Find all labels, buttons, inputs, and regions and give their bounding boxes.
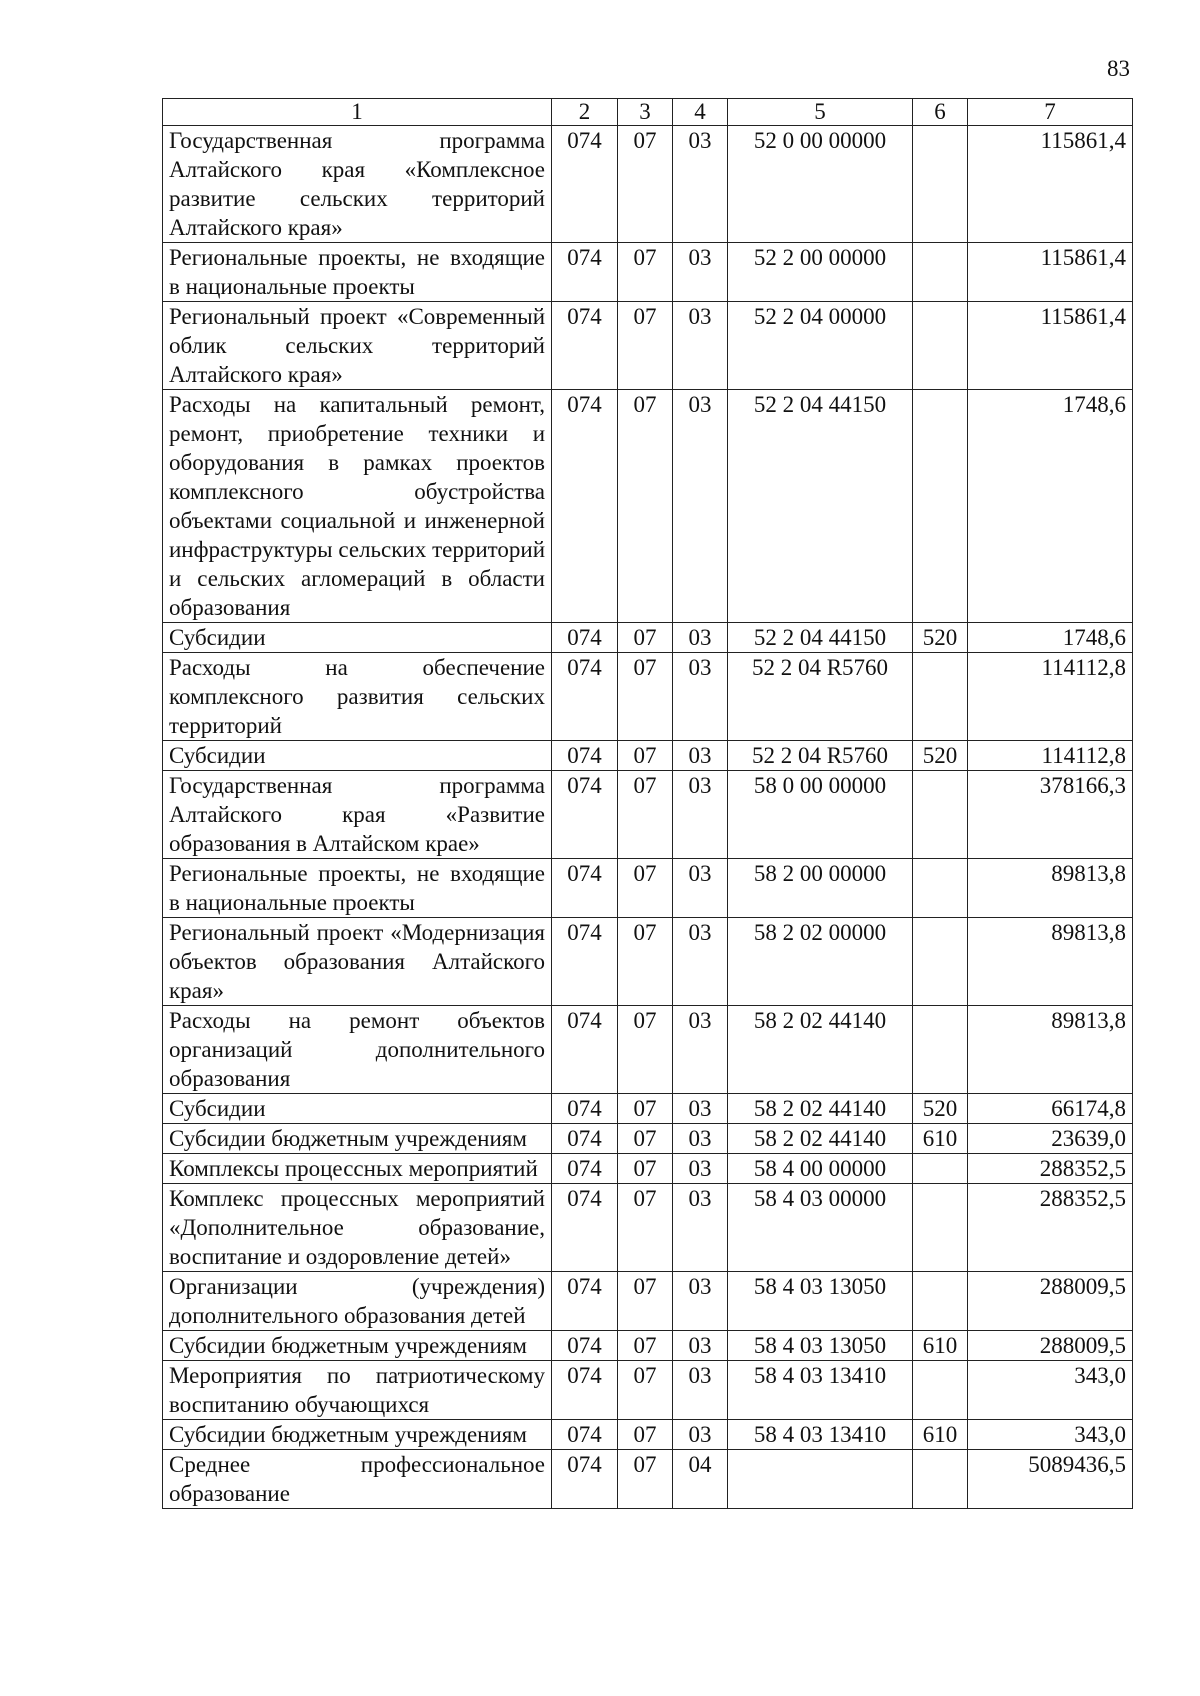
column-header: 2 xyxy=(552,99,618,126)
admin-code-cell: 074 xyxy=(552,1272,618,1331)
subsection-cell: 03 xyxy=(673,302,728,390)
admin-code-cell: 074 xyxy=(552,302,618,390)
amount-cell: 288352,5 xyxy=(968,1184,1133,1272)
table-row xyxy=(163,1420,1133,1450)
expense-type-cell xyxy=(913,302,968,390)
section-cell: 07 xyxy=(618,1184,673,1272)
target-article-cell: 58 4 03 13410 xyxy=(728,1420,913,1450)
row-name-cell: Субсидии xyxy=(163,623,552,653)
subsection-cell: 03 xyxy=(673,1154,728,1184)
target-article-cell: 58 2 02 44140 xyxy=(728,1006,913,1094)
expense-type-cell xyxy=(913,1184,968,1272)
expense-type-cell: 520 xyxy=(913,741,968,771)
row-name-cell: Субсидии xyxy=(163,1094,552,1124)
amount-cell: 1748,6 xyxy=(968,623,1133,653)
table-row xyxy=(163,623,1133,653)
admin-code-cell: 074 xyxy=(552,1094,618,1124)
table-row xyxy=(163,1184,1133,1272)
admin-code-cell: 074 xyxy=(552,1361,618,1420)
admin-code-cell: 074 xyxy=(552,623,618,653)
table-row xyxy=(163,1450,1133,1509)
expense-type-cell xyxy=(913,1006,968,1094)
section-cell: 07 xyxy=(618,1361,673,1420)
page-number: 83 xyxy=(1107,56,1130,81)
target-article-cell: 58 2 02 44140 xyxy=(728,1124,913,1154)
subsection-cell: 03 xyxy=(673,390,728,623)
amount-cell: 115861,4 xyxy=(968,126,1133,243)
admin-code-cell: 074 xyxy=(552,1006,618,1094)
target-article-cell: 52 0 00 00000 xyxy=(728,126,913,243)
amount-cell: 89813,8 xyxy=(968,918,1133,1006)
section-cell: 07 xyxy=(618,1006,673,1094)
amount-cell: 343,0 xyxy=(968,1361,1133,1420)
target-article-cell: 52 2 04 R5760 xyxy=(728,653,913,741)
subsection-cell: 03 xyxy=(673,243,728,302)
expense-type-cell xyxy=(913,653,968,741)
subsection-cell: 03 xyxy=(673,918,728,1006)
subsection-cell: 03 xyxy=(673,1331,728,1361)
expense-type-cell xyxy=(913,1450,968,1509)
column-header: 1 xyxy=(163,99,552,126)
row-name-cell: Региональные проекты, не входящие в национальные проекты xyxy=(163,859,552,918)
column-header: 4 xyxy=(673,99,728,126)
target-article-cell: 58 4 00 00000 xyxy=(728,1154,913,1184)
subsection-cell: 03 xyxy=(673,126,728,243)
table-row xyxy=(163,653,1133,741)
row-name-cell: Региональный проект «Современный облик сельских территорий Алтайского края» xyxy=(163,302,552,390)
amount-cell: 115861,4 xyxy=(968,243,1133,302)
section-cell: 07 xyxy=(618,1450,673,1509)
amount-cell: 89813,8 xyxy=(968,1006,1133,1094)
section-cell: 07 xyxy=(618,302,673,390)
section-cell: 07 xyxy=(618,243,673,302)
row-name-cell: Региональный проект «Модернизация объектов образования Алтайского края» xyxy=(163,918,552,1006)
expense-type-cell: 610 xyxy=(913,1124,968,1154)
amount-cell: 288352,5 xyxy=(968,1154,1133,1184)
amount-cell: 288009,5 xyxy=(968,1272,1133,1331)
section-cell: 07 xyxy=(618,1154,673,1184)
admin-code-cell: 074 xyxy=(552,918,618,1006)
section-cell: 07 xyxy=(618,741,673,771)
table-row xyxy=(163,1331,1133,1361)
header-row xyxy=(163,99,1133,126)
expense-type-cell: 520 xyxy=(913,1094,968,1124)
expense-type-cell xyxy=(913,243,968,302)
row-name-cell: Расходы на ремонт объектов организаций дополнительного образования xyxy=(163,1006,552,1094)
subsection-cell: 03 xyxy=(673,1184,728,1272)
admin-code-cell: 074 xyxy=(552,653,618,741)
column-header: 7 xyxy=(968,99,1133,126)
amount-cell: 5089436,5 xyxy=(968,1450,1133,1509)
expense-type-cell xyxy=(913,126,968,243)
amount-cell: 89813,8 xyxy=(968,859,1133,918)
expense-type-cell xyxy=(913,918,968,1006)
target-article-cell xyxy=(728,1450,913,1509)
budget-table xyxy=(162,98,1133,1509)
amount-cell: 23639,0 xyxy=(968,1124,1133,1154)
row-name-cell: Комплексы процессных мероприятий xyxy=(163,1154,552,1184)
subsection-cell: 03 xyxy=(673,859,728,918)
admin-code-cell: 074 xyxy=(552,1450,618,1509)
amount-cell: 343,0 xyxy=(968,1420,1133,1450)
row-name-cell: Государственная программа Алтайского края «Развитие образования в Алтайском крае» xyxy=(163,771,552,859)
target-article-cell: 52 2 04 00000 xyxy=(728,302,913,390)
target-article-cell: 58 2 02 44140 xyxy=(728,1094,913,1124)
expense-type-cell: 610 xyxy=(913,1331,968,1361)
row-name-cell: Региональные проекты, не входящие в национальные проекты xyxy=(163,243,552,302)
section-cell: 07 xyxy=(618,653,673,741)
amount-cell: 66174,8 xyxy=(968,1094,1133,1124)
admin-code-cell: 074 xyxy=(552,771,618,859)
table-row xyxy=(163,390,1133,623)
subsection-cell: 03 xyxy=(673,623,728,653)
subsection-cell: 03 xyxy=(673,653,728,741)
section-cell: 07 xyxy=(618,1420,673,1450)
section-cell: 07 xyxy=(618,390,673,623)
admin-code-cell: 074 xyxy=(552,126,618,243)
row-name-cell: Расходы на капитальный ремонт, ремонт, приобретение техники и оборудования в рамках проектов комплексного обустройства объектами социальной и инженерной инфраструктуры сельских территорий и сельских агломераций в области образования xyxy=(163,390,552,623)
row-name-cell: Расходы на обеспечение комплексного развития сельских территорий xyxy=(163,653,552,741)
table-row xyxy=(163,1361,1133,1420)
row-name-cell: Комплекс процессных мероприятий «Дополнительное образование, воспитание и оздоровление детей» xyxy=(163,1184,552,1272)
admin-code-cell: 074 xyxy=(552,1184,618,1272)
target-article-cell: 58 4 03 00000 xyxy=(728,1184,913,1272)
subsection-cell: 03 xyxy=(673,1094,728,1124)
table-row xyxy=(163,1124,1133,1154)
column-header: 3 xyxy=(618,99,673,126)
target-article-cell: 52 2 00 00000 xyxy=(728,243,913,302)
row-name-cell: Субсидии xyxy=(163,741,552,771)
target-article-cell: 52 2 04 44150 xyxy=(728,390,913,623)
amount-cell: 288009,5 xyxy=(968,1331,1133,1361)
table-row xyxy=(163,1006,1133,1094)
amount-cell: 114112,8 xyxy=(968,653,1133,741)
section-cell: 07 xyxy=(618,126,673,243)
table-row xyxy=(163,1272,1133,1331)
column-header: 5 xyxy=(728,99,913,126)
subsection-cell: 03 xyxy=(673,1006,728,1094)
row-name-cell: Среднее профессиональное образование xyxy=(163,1450,552,1509)
row-name-cell: Субсидии бюджетным учреждениям xyxy=(163,1124,552,1154)
amount-cell: 378166,3 xyxy=(968,771,1133,859)
expense-type-cell xyxy=(913,1154,968,1184)
subsection-cell: 04 xyxy=(673,1450,728,1509)
amount-cell: 114112,8 xyxy=(968,741,1133,771)
table-row xyxy=(163,126,1133,243)
admin-code-cell: 074 xyxy=(552,390,618,623)
target-article-cell: 58 2 02 00000 xyxy=(728,918,913,1006)
target-article-cell: 58 4 03 13410 xyxy=(728,1361,913,1420)
subsection-cell: 03 xyxy=(673,741,728,771)
expense-type-cell: 520 xyxy=(913,623,968,653)
target-article-cell: 52 2 04 R5760 xyxy=(728,741,913,771)
expense-type-cell xyxy=(913,1361,968,1420)
admin-code-cell: 074 xyxy=(552,741,618,771)
subsection-cell: 03 xyxy=(673,1272,728,1331)
subsection-cell: 03 xyxy=(673,1361,728,1420)
expense-type-cell xyxy=(913,771,968,859)
table-row xyxy=(163,771,1133,859)
admin-code-cell: 074 xyxy=(552,1420,618,1450)
section-cell: 07 xyxy=(618,1124,673,1154)
admin-code-cell: 074 xyxy=(552,1331,618,1361)
admin-code-cell: 074 xyxy=(552,243,618,302)
subsection-cell: 03 xyxy=(673,1420,728,1450)
amount-cell: 115861,4 xyxy=(968,302,1133,390)
target-article-cell: 52 2 04 44150 xyxy=(728,623,913,653)
row-name-cell: Мероприятия по патриотическому воспитанию обучающихся xyxy=(163,1361,552,1420)
row-name-cell: Организации (учреждения) дополнительного образования детей xyxy=(163,1272,552,1331)
section-cell: 07 xyxy=(618,859,673,918)
section-cell: 07 xyxy=(618,918,673,1006)
admin-code-cell: 074 xyxy=(552,1154,618,1184)
row-name-cell: Государственная программа Алтайского края «Комплексное развитие сельских территорий Алтайского края» xyxy=(163,126,552,243)
section-cell: 07 xyxy=(618,623,673,653)
table-row xyxy=(163,918,1133,1006)
target-article-cell: 58 4 03 13050 xyxy=(728,1272,913,1331)
target-article-cell: 58 4 03 13050 xyxy=(728,1331,913,1361)
target-article-cell: 58 0 00 00000 xyxy=(728,771,913,859)
table-row xyxy=(163,243,1133,302)
expense-type-cell: 610 xyxy=(913,1420,968,1450)
row-name-cell: Субсидии бюджетным учреждениям xyxy=(163,1420,552,1450)
table-row xyxy=(163,741,1133,771)
section-cell: 07 xyxy=(618,1331,673,1361)
table-row xyxy=(163,1094,1133,1124)
row-name-cell: Субсидии бюджетным учреждениям xyxy=(163,1331,552,1361)
expense-type-cell xyxy=(913,1272,968,1331)
column-header: 6 xyxy=(913,99,968,126)
expense-type-cell xyxy=(913,859,968,918)
expense-type-cell xyxy=(913,390,968,623)
subsection-cell: 03 xyxy=(673,771,728,859)
subsection-cell: 03 xyxy=(673,1124,728,1154)
section-cell: 07 xyxy=(618,771,673,859)
admin-code-cell: 074 xyxy=(552,1124,618,1154)
admin-code-cell: 074 xyxy=(552,859,618,918)
target-article-cell: 58 2 00 00000 xyxy=(728,859,913,918)
amount-cell: 1748,6 xyxy=(968,390,1133,623)
section-cell: 07 xyxy=(618,1272,673,1331)
table-row xyxy=(163,859,1133,918)
section-cell: 07 xyxy=(618,1094,673,1124)
table-row xyxy=(163,302,1133,390)
table-row xyxy=(163,1154,1133,1184)
